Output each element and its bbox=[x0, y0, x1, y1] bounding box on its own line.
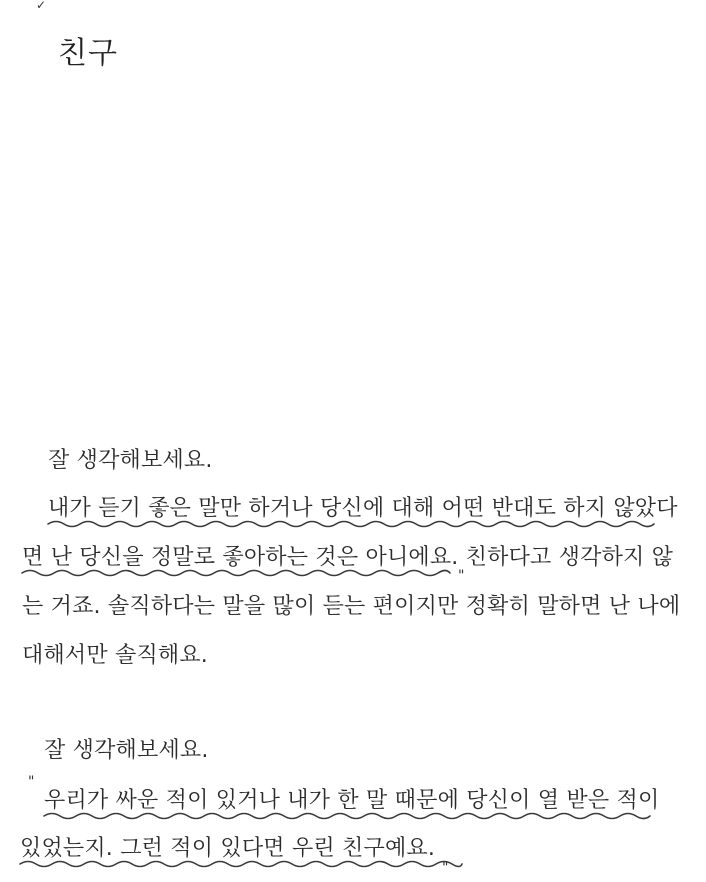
paragraph1-line-3: 는 거죠. 솔직하다는 말을 많이 듣는 편이지만 정확히 말하면 난 나에 bbox=[22, 594, 681, 619]
closing-quote-mark-2: " bbox=[442, 860, 449, 876]
paragraph1-lead: 잘 생각해보세요. bbox=[48, 448, 213, 473]
wavy-underline-paragraph2-line2 bbox=[20, 862, 462, 867]
paragraph1-line-2: 면 난 당신을 정말로 좋아하는 것은 아니에요. 친하다고 생각하지 않 bbox=[22, 545, 674, 570]
paragraph2-line-1: 우리가 싸운 적이 있거나 내가 한 말 때문에 당신이 열 받은 적이 bbox=[44, 788, 660, 813]
paragraph1-line-1: 내가 듣기 좋은 말만 하거나 당신에 대해 어떤 반대도 하지 않았다 bbox=[48, 496, 678, 521]
paragraph2-lead: 잘 생각해보세요. bbox=[44, 738, 209, 763]
opening-quote-mark-2: " bbox=[28, 774, 35, 790]
closing-quote-mark-1: " bbox=[458, 568, 465, 584]
page-title: 친구 bbox=[58, 36, 118, 72]
wavy-underline-paragraph1-line2 bbox=[22, 571, 450, 576]
check-mark: ✓ bbox=[36, 0, 47, 12]
paragraph1-line-4: 대해서만 솔직해요. bbox=[22, 643, 209, 668]
wavy-underline-paragraph2-line1 bbox=[44, 814, 650, 819]
wavy-underline-paragraph1-line1 bbox=[48, 522, 654, 527]
paragraph2-line-2: 있었는지. 그런 적이 있다면 우린 친구예요. bbox=[20, 836, 436, 861]
